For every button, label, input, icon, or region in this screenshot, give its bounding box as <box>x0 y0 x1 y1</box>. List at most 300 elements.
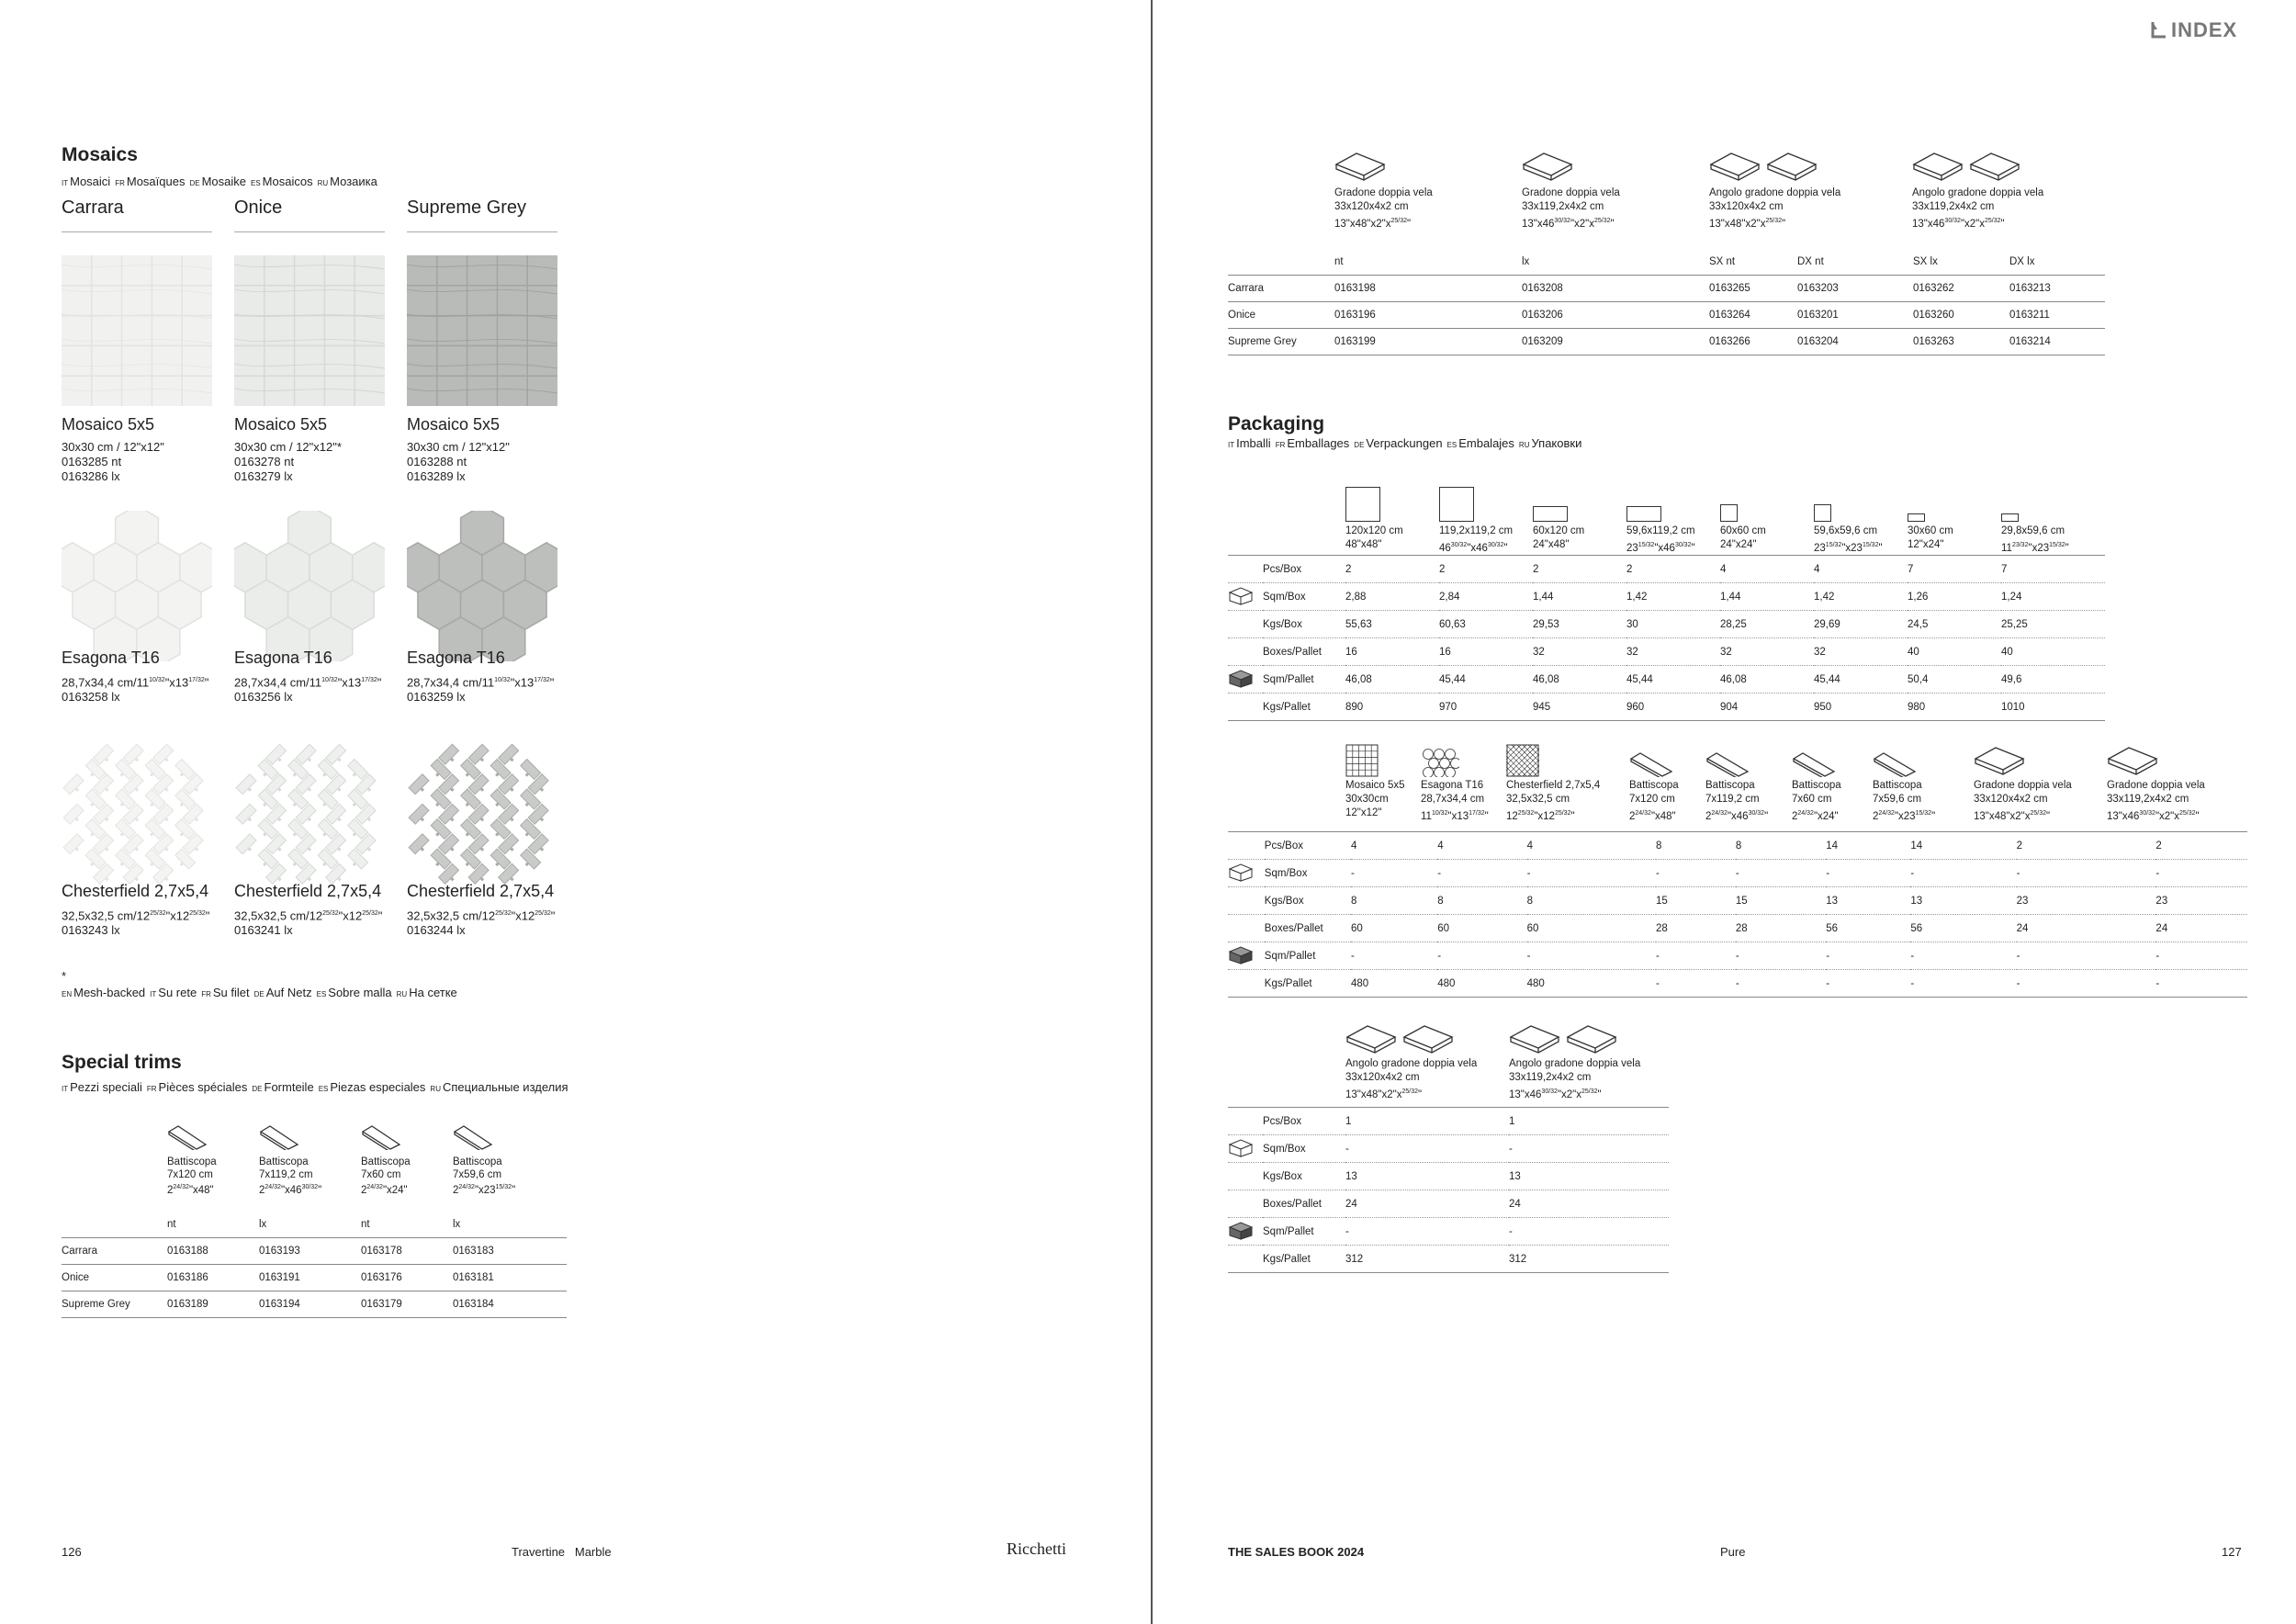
mesh-note-star: * <box>62 969 67 983</box>
dimension-part: " <box>377 908 383 923</box>
product-code-text: 0163241 lx <box>234 923 293 938</box>
product-header <box>1506 744 1600 824</box>
dimension-part: " <box>2195 810 2200 822</box>
dimension-part: "x46 <box>280 1184 302 1196</box>
packaging-value-text: - <box>1437 867 1442 879</box>
product-name <box>407 415 581 434</box>
packaging-value-text: 28 <box>1655 922 1668 934</box>
product-header-icon <box>1705 744 1768 777</box>
packaging-value-text: 480 <box>1351 977 1369 989</box>
dimension-part: " <box>1407 218 1412 230</box>
product-header-icon <box>2107 744 2205 777</box>
step-icons <box>1912 152 2043 183</box>
packaging-value <box>1908 694 2001 721</box>
steps-code-cell <box>1797 302 1913 329</box>
fraction: 30/32 <box>301 1184 319 1190</box>
lang-word: Emballages <box>1287 436 1350 450</box>
size-header <box>1345 481 1403 552</box>
packaging-metric: Sqm/Box <box>1263 591 1306 603</box>
product-code-text: 0163256 lx <box>234 690 293 705</box>
chesterfield-piece <box>521 789 541 809</box>
packaging-value-text: - <box>1826 977 1830 989</box>
lang-code: DE <box>189 179 200 187</box>
packaging-value-text: 40 <box>2001 646 2013 658</box>
dimension-part: 2 <box>259 1184 265 1196</box>
chesterfield-piece <box>499 744 519 764</box>
chesterfield-piece <box>175 759 196 779</box>
trim-code-cell <box>167 1291 259 1317</box>
chesterfield-piece <box>461 849 481 869</box>
dimension-part: "x2"x <box>1960 218 1986 230</box>
fraction: 24/32 <box>366 1184 383 1190</box>
packaging-row-label <box>1265 860 1351 887</box>
packaging-value <box>2155 832 2247 860</box>
dimension-part: 28,7x34,4 cm/11 <box>234 675 322 690</box>
dimension-part: "x48" <box>188 1184 214 1196</box>
fraction: 15/32 <box>1915 810 1932 817</box>
packaging-row <box>1228 1190 1669 1218</box>
packaging-icon-cell <box>1228 860 1265 887</box>
article-code: 0163178 <box>361 1245 402 1257</box>
packaging-value-text: 1010 <box>2001 701 2025 713</box>
packaging-value <box>1908 556 2001 583</box>
size-shape-icon <box>1345 487 1380 522</box>
finish-label: lx <box>453 1218 461 1230</box>
product-code <box>407 923 581 938</box>
packaging-value <box>1509 1218 1669 1246</box>
packaging-value-text: 4 <box>1814 563 1820 575</box>
packaging-value-text: 1,42 <box>1814 591 1835 603</box>
packaging-value <box>2155 970 2247 998</box>
steps-code-cell <box>2009 302 2105 329</box>
dimension-part: " <box>549 675 555 690</box>
dimension-part: " <box>1418 1088 1423 1100</box>
packaging-value <box>1509 1108 1669 1135</box>
lang-word: Mosaicos <box>262 175 313 188</box>
packaging-value-text: 2,88 <box>1345 591 1367 603</box>
chesterfield-piece <box>183 834 203 854</box>
packaging-value <box>1720 638 1814 666</box>
packaging-value-text: 60 <box>1526 922 1539 934</box>
chesterfield-piece <box>296 744 316 764</box>
steps-finish-cell <box>1522 243 1709 276</box>
packaging-row <box>1228 970 2247 998</box>
dimension-part: 2 <box>453 1184 459 1196</box>
chesterfield-piece <box>468 744 489 764</box>
fraction: 15/32 <box>1638 542 1655 548</box>
color-name: Supreme Grey <box>1228 336 1297 347</box>
dimension-part: "x46 <box>1467 542 1488 554</box>
mosaics-title: Mosaics <box>62 144 138 165</box>
article-code: 0163263 <box>1913 336 1954 347</box>
trim-code-cell <box>453 1264 567 1291</box>
fraction: 25/32 <box>1985 218 2001 224</box>
size-shape <box>1908 481 1953 522</box>
dimension-part: " <box>512 1184 516 1196</box>
packaging-icon-cell <box>1228 887 1265 915</box>
fraction: 25/32 <box>495 910 512 917</box>
packaging-value <box>1345 1190 1509 1218</box>
packaging-value <box>1626 583 1720 611</box>
packaging-value-text: - <box>1735 950 1739 962</box>
chesterfield-piece <box>528 804 548 824</box>
packaging-metric: Sqm/Pallet <box>1263 1225 1314 1237</box>
step-tread-icon <box>2107 746 2158 777</box>
dimension-part: "x12 <box>165 908 190 923</box>
article-code: 0163181 <box>453 1271 494 1283</box>
chesterfield-piece <box>528 774 548 795</box>
skirting-icon <box>1792 750 1836 777</box>
dimension-part: 12 <box>1506 810 1518 822</box>
steps-finish-cell <box>1709 243 1797 276</box>
article-code: 0163208 <box>1522 283 1563 294</box>
packaging-row-label <box>1263 556 1345 583</box>
dimension-part: "x2"x <box>1557 1088 1582 1100</box>
steps-code-cell <box>1709 276 1797 302</box>
chesterfield-piece <box>439 744 459 764</box>
packaging-value-text: - <box>1910 950 1915 962</box>
packaging-value-text: 16 <box>1439 646 1451 658</box>
step-icons <box>1709 152 1840 183</box>
packaging-title: Packaging <box>1228 413 1325 434</box>
packaging-metric: Boxes/Pallet <box>1264 922 1323 934</box>
fraction: 24/32 <box>264 1184 281 1190</box>
packaging-row-label <box>1265 970 1351 998</box>
chesterfield-onice-image <box>234 740 385 891</box>
article-code: 0163211 <box>2009 310 2050 321</box>
finish-label: nt <box>1334 256 1344 267</box>
fraction: 30/32 <box>1554 218 1570 224</box>
packaging-value <box>1533 666 1626 694</box>
dimension-part: " <box>1691 542 1695 554</box>
product-caption <box>62 415 236 484</box>
trim-icon-wrap <box>259 1122 299 1155</box>
step-name: Gradone doppia vela <box>1334 187 1433 198</box>
dimension-part: 13"x48"x2"x <box>1345 1088 1402 1100</box>
packaging-row <box>1228 556 2105 583</box>
product-code-text: 0163289 lx <box>407 469 466 483</box>
chesterfield-piece <box>461 819 481 840</box>
fraction: 25/32 <box>535 910 551 917</box>
packaging-icon-cell <box>1228 611 1263 638</box>
dimension-part: 30x30 cm / 12"x12" <box>62 440 164 454</box>
packaging-value <box>1736 915 1826 942</box>
packaging-value-text: 8 <box>1351 895 1357 907</box>
lang-word: Pezzi speciali <box>70 1080 142 1094</box>
trim-code-cell <box>167 1264 259 1291</box>
dimension-part: 2 <box>361 1184 367 1196</box>
packaging-value <box>1527 915 1656 942</box>
product-size <box>62 907 236 923</box>
packaging-value-text: 49,6 <box>2001 673 2022 685</box>
product-header-name: Battiscopa <box>1629 780 1679 791</box>
packaging-value <box>2001 638 2105 666</box>
packaging-value <box>1351 860 1437 887</box>
article-code: 0163191 <box>259 1271 300 1283</box>
chesterfield-carrara-image <box>62 740 212 891</box>
packaging-metric: Sqm/Box <box>1263 1143 1306 1155</box>
dimension-part: "x13 <box>164 675 189 690</box>
packaging-value <box>1509 1135 1669 1163</box>
packaging-row-label <box>1263 611 1345 638</box>
packaging-value-text: 2 <box>1533 563 1539 575</box>
product-size <box>62 673 236 690</box>
packaging-row <box>1228 1246 1669 1273</box>
packaging-value <box>1527 942 1656 970</box>
packaging-value-text: 1,24 <box>2001 591 2022 603</box>
dimension-part: 11 <box>1421 810 1432 822</box>
packaging-metric: Kgs/Box <box>1263 618 1302 630</box>
lang-word: Su filet <box>212 986 250 999</box>
chesterfield-piece <box>153 863 174 884</box>
trim-size-cm: 7x60 cm <box>361 1169 401 1180</box>
product-code-text: 0163278 nt <box>234 455 295 468</box>
dimension-part: 13"x48"x2"x <box>1974 810 2031 822</box>
packaging-value <box>1351 970 1437 998</box>
corner-step-header <box>1509 1024 1640 1102</box>
packaging-row <box>1228 832 2247 860</box>
size-header <box>1720 481 1766 552</box>
chesterfield-piece <box>461 789 481 809</box>
packaging-value-text: - <box>2016 950 2020 962</box>
chesterfield-piece <box>236 834 256 854</box>
step-tread-icon <box>1709 152 1761 183</box>
packaging-value <box>1720 611 1814 638</box>
dimension-part: 12"x24" <box>1908 539 1944 550</box>
step-size-cm: 33x120x4x2 cm <box>1709 201 1784 212</box>
page-number-right: 127 <box>2222 1545 2242 1559</box>
product-caption <box>62 882 236 938</box>
step-tread-icon <box>1402 1024 1454 1055</box>
packaging-value-text: 24 <box>1509 1198 1521 1210</box>
packaging-value <box>1814 666 1908 694</box>
packaging-metric: Boxes/Pallet <box>1263 646 1322 658</box>
packaging-value-text: 14 <box>1910 840 1923 851</box>
product-header-icon <box>1506 744 1600 777</box>
packaging-row <box>1228 887 2247 915</box>
chesterfield-piece <box>521 759 541 779</box>
chesterfield-piece <box>499 834 519 854</box>
article-code: 0163188 <box>167 1245 208 1257</box>
dimension-part: 2 <box>1629 810 1636 822</box>
packaging-value-text: - <box>1509 1225 1513 1237</box>
product-size <box>234 440 409 455</box>
trim-code-cell <box>259 1264 361 1291</box>
packaging-value-text: 7 <box>2001 563 2008 575</box>
packaging-icon-cell <box>1228 583 1263 611</box>
size-shape-icon <box>1533 506 1568 522</box>
product-size <box>62 440 236 455</box>
packaging-row <box>1228 1135 1669 1163</box>
dimension-part: "x2"x <box>1570 218 1595 230</box>
chesterfield-icon <box>1506 744 1539 777</box>
packaging-value <box>1814 556 1908 583</box>
mosaic-5x5-onice-image <box>234 255 385 406</box>
dimension-part: "x13 <box>1447 810 1469 822</box>
dimension-part: 28,7x34,4 cm/11 <box>407 675 495 690</box>
product-caption <box>62 648 236 705</box>
packaging-value-text: 24 <box>1345 1198 1357 1210</box>
dimension-part: " <box>2046 810 2051 822</box>
product-caption <box>407 882 581 938</box>
chesterfield-supreme-grey-image <box>407 740 557 891</box>
packaging-icon-cell <box>1228 694 1263 721</box>
article-code: 0163214 <box>2009 336 2051 347</box>
chesterfield-piece <box>236 804 256 824</box>
mosaics-translations <box>62 175 382 188</box>
packaging-value <box>1345 1246 1509 1273</box>
dimension-part: " <box>205 908 210 923</box>
product-header-icon <box>1974 744 2072 777</box>
dimension-part: 24"x48" <box>1533 539 1570 550</box>
trim-name: Battiscopa <box>361 1156 411 1167</box>
size-shape-icon <box>1439 487 1474 522</box>
packaging-value-text: - <box>1509 1143 1513 1155</box>
packaging-value-text: 24,5 <box>1908 618 1929 630</box>
packaging-value <box>2155 860 2247 887</box>
dimension-part: 13"x46 <box>1522 218 1555 230</box>
packaging-value <box>1437 832 1526 860</box>
lang-word: На сетке <box>409 986 457 999</box>
index-label: INDEX <box>2171 18 2238 41</box>
packaging-value <box>1826 942 1910 970</box>
product-name-text: Mosaico 5x5 <box>62 415 155 434</box>
packaging-icon-cell <box>1228 1190 1263 1218</box>
packaging-value-text: 312 <box>1345 1253 1364 1265</box>
column-carrara: Carrara <box>62 197 212 232</box>
chesterfield-piece <box>236 774 256 795</box>
trim-data-row <box>62 1264 567 1291</box>
fraction: 10/32 <box>1431 810 1448 817</box>
packaging-value <box>1826 970 1910 998</box>
fraction: 25/32 <box>1517 810 1535 817</box>
dimension-part: " <box>1610 218 1615 230</box>
packaging-value <box>1533 556 1626 583</box>
product-code-text: 0163279 lx <box>234 469 293 483</box>
dimension-part: " <box>1931 810 1936 822</box>
corner-step-cm: 33x120x4x2 cm <box>1345 1072 1420 1083</box>
lang-code: ES <box>316 990 327 998</box>
packaging-value-text: 4 <box>1720 563 1727 575</box>
dimension-part: 2 <box>1792 810 1798 822</box>
packaging-icon-cell <box>1228 1108 1263 1135</box>
step-header <box>1912 152 2043 231</box>
dimension-part: "x46 <box>1727 810 1749 822</box>
packaging-value <box>1439 583 1533 611</box>
chesterfield-piece <box>521 819 541 840</box>
mosaic-5x5-carrara-image <box>62 255 212 406</box>
dimension-part: " <box>204 675 209 690</box>
dimension-part: 23 <box>1814 542 1826 554</box>
trim-row-label <box>62 1264 167 1291</box>
fraction: 30/32 <box>1487 542 1504 548</box>
packaging-value <box>1509 1163 1669 1190</box>
packaging-row-label <box>1263 1190 1345 1218</box>
packaging-value-text: 30 <box>1626 618 1638 630</box>
finish-label: DX lx <box>2009 256 2035 267</box>
brand-logo: Ricchetti <box>1007 1539 1066 1558</box>
packaging-row-label <box>1263 694 1345 721</box>
dimension-part: 13"x48"x2"x <box>1709 218 1766 230</box>
packaging-row <box>1228 860 2247 887</box>
chesterfield-piece <box>461 759 481 779</box>
packaging-value-text: 1,26 <box>1908 591 1929 603</box>
packaging-row <box>1228 611 2105 638</box>
trim-code-cell <box>453 1237 567 1264</box>
packaging-value <box>1533 583 1626 611</box>
size-shape <box>1345 481 1403 522</box>
packaging-value-text: 45,44 <box>1439 673 1466 685</box>
steps-finish-cell <box>1334 243 1522 276</box>
packaging-value <box>2017 887 2156 915</box>
packaging-value <box>2155 887 2247 915</box>
product-name-text: Mosaico 5x5 <box>407 415 501 434</box>
packaging-icon-cell <box>1228 832 1265 860</box>
finish-label: SX lx <box>1913 256 1938 267</box>
packaging-value-text: - <box>2016 867 2020 879</box>
step-tread-icon <box>1974 746 2025 777</box>
article-code: 0163184 <box>453 1298 494 1310</box>
chesterfield-piece <box>409 804 429 824</box>
steps-code-cell <box>1913 302 2009 329</box>
packaging-value-text: 1 <box>1509 1115 1515 1127</box>
packaging-value-text: - <box>1826 867 1830 879</box>
packaging-value <box>1720 556 1814 583</box>
chesterfield-piece <box>153 744 174 764</box>
finish-label: DX nt <box>1797 256 1824 267</box>
chesterfield-piece <box>63 774 84 795</box>
trim-finish-cell <box>453 1204 567 1238</box>
lang-code: RU <box>1518 441 1530 449</box>
product-code-text: 0163244 lx <box>407 923 466 938</box>
dimension-part: "x23 <box>1894 810 1916 822</box>
packaging-value <box>1626 638 1720 666</box>
dimension-part: " <box>2000 218 2005 230</box>
finish-label: nt <box>361 1218 370 1230</box>
step-header <box>1709 152 1840 231</box>
packaging-value-text: 2 <box>1439 563 1446 575</box>
dimension-part: 11 <box>2001 542 2012 554</box>
size-cm: 29,8x59,6 cm <box>2001 525 2065 536</box>
packaging-value <box>1736 832 1826 860</box>
trim-icon-wrap <box>167 1122 208 1155</box>
steps-data-row <box>1228 276 2105 302</box>
special-trims-table <box>62 1122 567 1318</box>
color-name: Onice <box>62 1271 90 1283</box>
article-code: 0163265 <box>1709 283 1750 294</box>
packaging-value-text: - <box>2155 867 2160 879</box>
dimension-part: 32,5x32,5 cm/12 <box>62 908 151 923</box>
lang-word: Piezas especiales <box>330 1080 426 1094</box>
product-header-name: Esagona T16 <box>1421 780 1484 791</box>
pallet-icon <box>1228 668 1254 688</box>
product-size <box>234 673 409 690</box>
packaging-value-text: 50,4 <box>1908 673 1929 685</box>
lang-code: RU <box>396 990 408 998</box>
packaging-value-text: 480 <box>1437 977 1456 989</box>
lang-code: IT <box>150 990 157 998</box>
product-code <box>62 469 236 484</box>
packaging-value <box>1351 915 1437 942</box>
packaging-value <box>1345 583 1439 611</box>
dimension-part: " <box>1597 1088 1602 1100</box>
packaging-value-text: 8 <box>1526 895 1534 907</box>
packaging-value-text: 2 <box>2016 840 2022 851</box>
fraction: 25/32 <box>1765 218 1783 224</box>
product-header-cm: 33x120x4x2 cm <box>1974 794 2048 805</box>
size-shape <box>1814 481 1883 522</box>
index-link[interactable] <box>2149 18 2237 42</box>
